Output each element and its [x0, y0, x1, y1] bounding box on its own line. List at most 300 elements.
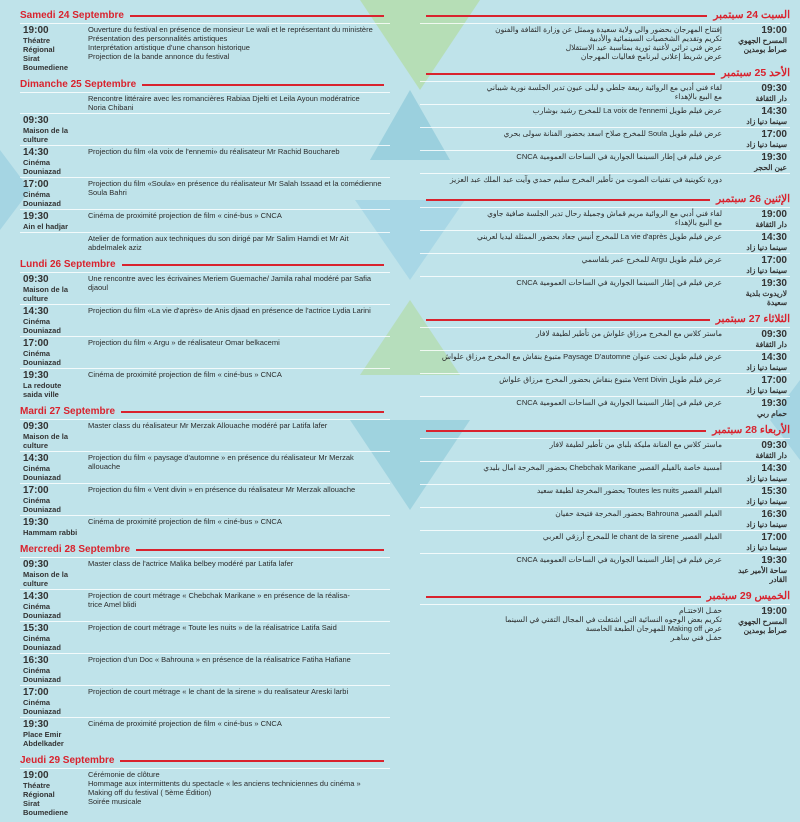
day-block: [20, 753, 390, 818]
schedule-row: [20, 145, 390, 177]
event-description: [84, 24, 390, 73]
event-description: [84, 146, 390, 177]
description-line: عرض شريط إعلاني لبرنامج فعاليات المهرجان: [580, 52, 722, 61]
time-place-cell: [726, 351, 790, 373]
event-time: 14:30: [23, 453, 49, 464]
day-header: [420, 192, 790, 207]
time-place-cell: [20, 718, 84, 749]
event-venue: Cinéma Douniazad: [23, 190, 61, 208]
time-place-cell: [20, 369, 84, 400]
time-place-cell: [20, 114, 84, 145]
time-place-cell: [726, 554, 790, 585]
time-place-cell: [726, 208, 790, 230]
time-place-cell: [20, 769, 84, 818]
time-place-cell: [20, 24, 84, 73]
description-line: إفتتاح المهرجان بحضور والي ولاية سعيدة وممثل عن وزارة الثقافة والفنون: [495, 25, 722, 34]
event-venue: Cinéma Douniazad: [23, 666, 61, 684]
description-line: عرض فيلم طويل تحت عنوان Paysage D'automne متبوع بنقاش مع المخرج مرزاق علواش: [441, 352, 722, 361]
event-description: [420, 82, 726, 104]
event-description: [420, 531, 726, 553]
description-line: Making off du festival ( 5ème Édition): [88, 788, 212, 797]
time-place-cell: [20, 622, 84, 653]
event-description: [84, 686, 390, 717]
event-description: [420, 374, 726, 396]
event-description: [84, 114, 390, 145]
event-time: 16:30: [761, 509, 787, 520]
event-time: 17:00: [761, 532, 787, 543]
event-description: [420, 397, 726, 419]
schedule-row: [420, 604, 790, 643]
description-line: Projection du film «la voix de l'ennemi» du réalisateur Mr Rachid Bouchareb: [88, 147, 340, 156]
day-divider: [426, 596, 701, 598]
description-line: Cinéma de proximité projection de film « ciné-bus » CNCA: [88, 211, 282, 220]
event-time: 19:00: [761, 606, 787, 617]
time-place-cell: [726, 277, 790, 308]
description-line: Présentation des personnalités artistiques: [88, 34, 228, 43]
event-description: [420, 554, 726, 585]
event-time: 19:00: [23, 770, 49, 781]
event-time: 19:30: [761, 152, 787, 163]
event-venue: Sirat Boumediene: [23, 799, 69, 817]
day-divider: [426, 430, 706, 432]
day-title: الثلاثاء 27 سبتمبر: [715, 313, 790, 325]
time-place-cell: [20, 484, 84, 515]
time-place-cell: [726, 374, 790, 396]
event-description: [420, 105, 726, 127]
day-block: [20, 404, 390, 538]
event-time: 14:30: [761, 106, 787, 117]
event-time: 09:30: [23, 559, 49, 570]
schedule-row: [420, 507, 790, 530]
schedule-row: [20, 557, 390, 589]
event-time: 14:30: [23, 147, 49, 158]
event-venue: سينما دنيا زاد: [746, 140, 787, 149]
schedule-row: [20, 113, 390, 145]
event-venue: La redoute saida ville: [23, 381, 62, 399]
schedule-row: [20, 685, 390, 717]
day-header: [20, 8, 390, 23]
day-header: [420, 423, 790, 438]
schedule-row: [20, 304, 390, 336]
event-time: 17:00: [761, 255, 787, 266]
day-divider: [122, 264, 384, 266]
event-description: [420, 231, 726, 253]
description-line: Interprétation artistique d'une chanson historique: [88, 43, 250, 52]
description-line: Cérémonie de clôture: [88, 770, 160, 779]
event-venue: لاريدوت بلدية سعيدة: [745, 289, 787, 307]
description-line: Atelier de formation aux techniques du son dirigé par Mr Salim Hamdi et Mr Ait abdelmalek aziz: [88, 234, 349, 252]
day-title: السبت 24 سبتمبر: [713, 9, 790, 21]
day-divider: [120, 760, 384, 762]
time-place-cell: [726, 485, 790, 507]
event-venue: Cinéma Douniazad: [23, 464, 61, 482]
event-time: 19:00: [761, 25, 787, 36]
time-place-cell: [726, 531, 790, 553]
day-divider: [142, 84, 384, 86]
event-description: [420, 128, 726, 150]
event-venue: Ain el hadjar: [23, 222, 69, 231]
description-line: عرض فيلم في إطار السينما الجوارية في الساحات العمومية CNCA: [516, 152, 722, 161]
time-place-cell: [726, 605, 790, 643]
event-venue: سينما دنيا زاد: [746, 386, 787, 395]
time-place-cell: [20, 93, 84, 113]
event-time: 19:00: [23, 25, 49, 36]
time-place-cell: [20, 233, 84, 253]
time-place-cell: [726, 254, 790, 276]
event-time: 09:30: [761, 83, 787, 94]
description-line: حفـل فني ساهـر: [670, 633, 722, 642]
day-block: [420, 589, 790, 643]
event-venue: Maison de la culture: [23, 432, 69, 450]
time-place-cell: [20, 516, 84, 538]
event-description: [84, 369, 390, 400]
event-venue: Place Emir Abdelkader: [23, 730, 64, 748]
event-venue: حمام ربي: [757, 409, 787, 418]
description-line: Rencontre littéraire avec les romancières Rabiaa Djelti et Leila Ayoun modératrice: [88, 94, 360, 103]
event-time: 17:00: [761, 375, 787, 386]
day-header: [420, 8, 790, 23]
event-time: 09:30: [761, 329, 787, 340]
schedule-row: [20, 232, 390, 253]
time-place-cell: [726, 128, 790, 150]
description-line: ماستر كلاس مع الفنانة مليكة بلباي من تأطير لطيفة لافار: [549, 440, 722, 449]
schedule-row: [420, 327, 790, 350]
event-time: 17:00: [23, 338, 49, 349]
day-divider: [426, 199, 710, 201]
event-venue: دار الثقافة: [755, 340, 787, 349]
day-header: [20, 77, 390, 92]
description-line: لقاء فني أدبي مع الروائية ربيعة جلطي و ليلى عيون تدير الجلسة نورية شيباني: [486, 83, 722, 92]
event-description: [420, 351, 726, 373]
schedule-row: [20, 209, 390, 232]
event-description: [84, 93, 390, 113]
event-time: 19:30: [23, 719, 49, 730]
day-block: [420, 66, 790, 188]
day-block: [420, 423, 790, 585]
event-venue: سينما دنيا زاد: [746, 543, 787, 552]
event-venue: Théatre Régional: [23, 36, 55, 54]
event-description: [420, 277, 726, 308]
event-venue: Cinéma Douniazad: [23, 496, 61, 514]
description-line: لقاء فني أدبي مع الروائية مريم قماش وجميلة رحال تدير الجلسة صافية جاوي: [487, 209, 722, 218]
event-venue: Cinéma Douniazad: [23, 698, 61, 716]
day-header: [420, 66, 790, 81]
event-venue: سينما دنيا زاد: [746, 474, 787, 483]
description-line: Projection de court métrage « Chebchak Marikane » en présence de la réalisa-: [88, 591, 350, 600]
description-line: عرض فيلم طويل Argu للمخرج عمر بلقاسمي: [581, 255, 722, 264]
schedule-row: [20, 653, 390, 685]
event-time: 19:30: [761, 398, 787, 409]
time-place-cell: [726, 508, 790, 530]
event-time: 17:00: [23, 485, 49, 496]
schedule-row: [420, 127, 790, 150]
description-line: Projection du film «Soula» en présence du réalisateur Mr Salah Issaad et la comédienne: [88, 179, 382, 188]
event-description: [84, 420, 390, 451]
event-description: [420, 485, 726, 507]
schedule-row: [420, 396, 790, 419]
description-line: عرض فيلم طويل La vie d'après للمخرج أنيس جعاد بحضور الممثلة ليديا لعريني: [477, 232, 722, 241]
schedule-row: [20, 768, 390, 818]
event-description: [420, 151, 726, 173]
event-time: 19:30: [23, 211, 49, 222]
schedule-row: [420, 230, 790, 253]
event-description: [84, 484, 390, 515]
time-place-cell: [20, 146, 84, 177]
schedule-row: [20, 177, 390, 209]
time-place-cell: [20, 452, 84, 483]
schedule-row: [420, 276, 790, 308]
day-block: [20, 542, 390, 749]
day-divider: [130, 15, 384, 17]
schedule-row: [20, 336, 390, 368]
event-description: [84, 654, 390, 685]
french-program-column: [20, 8, 390, 822]
description-line: Projection d'un Doc « Bahrouna » en présence de la réalisatrice Fatiha Hafiane: [88, 655, 351, 664]
event-time: 15:30: [23, 623, 49, 634]
description-line: الفيلم القصير Bahrouna بحضور المخرجة فتيحة حفيان: [555, 509, 722, 518]
description-line: Cinéma de proximité projection de film « ciné-bus » CNCA: [88, 719, 282, 728]
description-line: Hommage aux intermittents du spectacle « les anciens techniciennes du cinéma »: [88, 779, 361, 788]
description-line: Noria Chibani: [88, 103, 134, 112]
schedule-row: [420, 530, 790, 553]
description-line: Projection de la bande annonce du festival: [88, 52, 230, 61]
description-line: عرض فيلم طويل La voix de l'ennemi للمخرج رشيد بوشارب: [532, 106, 722, 115]
schedule-row: [20, 717, 390, 749]
description-line: عرض فيلم في إطار السينما الجوارية في الساحات العمومية CNCA: [516, 555, 722, 564]
time-place-cell: [20, 337, 84, 368]
schedule-row: [20, 621, 390, 653]
schedule-row: [20, 515, 390, 538]
time-place-cell: [20, 686, 84, 717]
event-venue: Hammam rabbi: [23, 528, 78, 537]
description-line: Projection du film «La vie d'après» de Anis djaad en présence de l'actrice Lydia Larini: [88, 306, 371, 315]
event-venue: سينما دنيا زاد: [746, 117, 787, 126]
time-place-cell: [726, 82, 790, 104]
event-venue: Cinéma Douniazad: [23, 158, 61, 176]
event-description: [84, 718, 390, 749]
event-venue: سينما دنيا زاد: [746, 266, 787, 275]
event-time: 16:30: [23, 655, 49, 666]
event-time: 17:00: [761, 129, 787, 140]
event-venue: Cinéma Douniazad: [23, 634, 61, 652]
schedule-row: [20, 272, 390, 304]
event-time: 15:30: [761, 486, 787, 497]
schedule-row: [420, 350, 790, 373]
day-block: [20, 8, 390, 73]
description-line: الفيلم القصير le chant de la sirene للمخرج أرزقي العربي: [542, 532, 722, 541]
event-time: 19:30: [23, 370, 49, 381]
event-venue: Maison de la culture: [23, 570, 69, 588]
schedule-row: [420, 553, 790, 585]
description-line: تكريم بعض الوجوه النسائية التي اشتغلت في المجال التقني في السينما: [505, 615, 722, 624]
event-description: [420, 508, 726, 530]
day-title: Mardi 27 Septembre: [20, 406, 116, 417]
event-time: 14:30: [761, 232, 787, 243]
description-line: Une rencontre avec les écrivaines Meriem Guemache/ Jamila rahal modéré par Safia djaoul: [88, 274, 372, 292]
schedule-row: [20, 589, 390, 621]
schedule-row: [20, 368, 390, 400]
event-time: 09:30: [23, 115, 49, 126]
description-line: Cinéma de proximité projection de film « ciné-bus » CNCA: [88, 517, 282, 526]
event-venue: المسرح الجهوي: [738, 617, 787, 626]
day-header: [420, 312, 790, 327]
time-place-cell: [20, 210, 84, 232]
event-venue: عين الحجر: [754, 163, 787, 172]
schedule-row: [20, 419, 390, 451]
time-place-cell: [726, 105, 790, 127]
event-description: [84, 178, 390, 209]
event-description: [420, 462, 726, 484]
schedule-row: [420, 253, 790, 276]
event-description: [420, 174, 726, 188]
event-description: [84, 590, 390, 621]
time-place-cell: [726, 174, 790, 188]
event-venue: Cinéma Douniazad: [23, 349, 61, 367]
description-line: Projection de court métrage « le chant de la sirene » du realisateur Areski larbi: [88, 687, 349, 696]
description-line: أمسية خاصة بالفيلم القصير Chebchak Marikane بحضور المخرجة امال بليدي: [483, 463, 722, 472]
time-place-cell: [726, 462, 790, 484]
event-venue: دار الثقافة: [755, 94, 787, 103]
schedule-row: [420, 173, 790, 188]
event-venue: Maison de la culture: [23, 126, 69, 144]
event-description: [84, 452, 390, 483]
description-line: عرض فيلم في إطار السينما الجوارية في الساحات العمومية CNCA: [516, 278, 722, 287]
schedule-row: [420, 484, 790, 507]
time-place-cell: [20, 420, 84, 451]
day-block: [420, 192, 790, 308]
event-venue: دار الثقافة: [755, 220, 787, 229]
schedule-row: [420, 23, 790, 62]
event-time: 19:30: [761, 555, 787, 566]
time-place-cell: [20, 558, 84, 589]
day-title: الإثنين 26 سبتمبر: [716, 193, 790, 205]
event-venue: Sirat Boumediene: [23, 54, 69, 72]
event-time: 19:00: [761, 209, 787, 220]
event-time: 14:30: [23, 306, 49, 317]
event-description: [420, 439, 726, 461]
event-venue: دار الثقافة: [755, 451, 787, 460]
time-place-cell: [726, 151, 790, 173]
event-venue: سينما دنيا زاد: [746, 497, 787, 506]
description-line: دورة تكوينية في تقنيات الصوت من تأطير المخرج سليم حمدي وآيت عبد الملك عبد العزيز: [450, 175, 722, 184]
event-time: 14:30: [23, 591, 49, 602]
description-line: Master class du réalisateur Mr Merzak Allouache modéré par Latifa lafer: [88, 421, 328, 430]
time-place-cell: [20, 590, 84, 621]
event-time: 14:30: [761, 352, 787, 363]
event-venue: صراط بومدين: [743, 626, 787, 635]
day-title: الخميس 29 سبتمبر: [706, 590, 790, 602]
schedule-row: [420, 104, 790, 127]
time-place-cell: [20, 305, 84, 336]
time-place-cell: [20, 178, 84, 209]
time-place-cell: [726, 231, 790, 253]
description-line: تكريم وتقديم الشخصيات السينمائية والأدبية: [589, 34, 722, 43]
event-description: [84, 769, 390, 818]
day-block: [20, 77, 390, 253]
time-place-cell: [726, 328, 790, 350]
event-description: [420, 208, 726, 230]
day-block: [20, 257, 390, 400]
day-header: [20, 404, 390, 419]
description-line: حفـل الاختتـام: [678, 606, 722, 615]
event-time: 19:30: [761, 278, 787, 289]
event-description: [84, 273, 390, 304]
description-line: Projection du film « Vent divin » en présence du réalisateur Mr Merzak allouache: [88, 485, 356, 494]
event-description: [420, 605, 726, 643]
schedule-row: [20, 23, 390, 73]
day-title: Samedi 24 Septembre: [20, 10, 124, 21]
day-title: Jeudi 29 Septembre: [20, 755, 115, 766]
description-line: Soirée musicale: [88, 797, 142, 806]
event-time: 09:30: [23, 274, 49, 285]
time-place-cell: [20, 273, 84, 304]
schedule-row: [420, 81, 790, 104]
event-description: [84, 233, 390, 253]
event-time: 17:00: [23, 687, 49, 698]
day-divider: [426, 319, 710, 321]
description-line: Projection du film « paysage d'automne » en présence du réalisateur Mr Merzak allouache: [88, 453, 354, 471]
day-title: Mercredi 28 Septembre: [20, 544, 131, 555]
event-description: [84, 210, 390, 232]
event-description: [84, 305, 390, 336]
event-description: [420, 328, 726, 350]
day-header: [20, 257, 390, 272]
time-place-cell: [726, 24, 790, 62]
day-divider: [136, 549, 384, 551]
schedule-row: [420, 207, 790, 230]
event-venue: سينما دنيا زاد: [746, 520, 787, 529]
event-venue: Cinéma Douniazad: [23, 602, 61, 620]
event-venue: ساحة الأمير عبد القادر: [738, 566, 787, 584]
event-description: [420, 254, 726, 276]
event-venue: سينما دنيا زاد: [746, 363, 787, 372]
schedule-row: [420, 461, 790, 484]
schedule-row: [20, 92, 390, 113]
event-venue: Théatre Régional: [23, 781, 55, 799]
arabic-program-column: [420, 8, 790, 647]
day-title: الأحد 25 سبتمبر: [721, 67, 790, 79]
event-venue: Cinéma Douniazad: [23, 317, 61, 335]
description-line: Master class de l'actrice Malika belbey modéré par Latifa lafer: [88, 559, 294, 568]
day-title: الأربعاء 28 سبتمبر: [712, 424, 790, 436]
day-title: Lundi 26 Septembre: [20, 259, 116, 270]
event-venue: صراط بومدين: [743, 45, 787, 54]
event-description: [420, 24, 726, 62]
description-line: الفيلم القصير Toutes les nuits بحضور المخرجة لطيفة سعيد: [536, 486, 722, 495]
event-description: [84, 516, 390, 538]
description-line: عرض فني تراثي لأغنية ثورية بمناسبة عيد الاستقلال: [565, 43, 722, 52]
description-line: Soula Bahri: [88, 188, 127, 197]
day-title: Dimanche 25 Septembre: [20, 79, 137, 90]
event-venue: المسرح الجهوي: [738, 36, 787, 45]
schedule-row: [20, 483, 390, 515]
description-line: Ouverture du festival en présence de monsieur Le wali et le représentant du ministère: [88, 25, 373, 34]
day-header: [420, 589, 790, 604]
description-line: عرض فيلم في إطار السينما الجوارية في الساحات العمومية CNCA: [516, 398, 722, 407]
day-header: [20, 753, 390, 768]
description-line: عرض فيلم طويل Soula للمخرج صلاح اسعد بحضور الفنانة سولى بحري: [503, 129, 722, 138]
time-place-cell: [726, 397, 790, 419]
event-description: [84, 337, 390, 368]
event-time: 17:00: [23, 179, 49, 190]
day-header: [20, 542, 390, 557]
event-time: 09:30: [761, 440, 787, 451]
time-place-cell: [726, 439, 790, 461]
schedule-row: [20, 451, 390, 483]
schedule-row: [420, 373, 790, 396]
description-line: مع البيع بالإهداء: [674, 92, 722, 101]
day-divider: [121, 411, 384, 413]
